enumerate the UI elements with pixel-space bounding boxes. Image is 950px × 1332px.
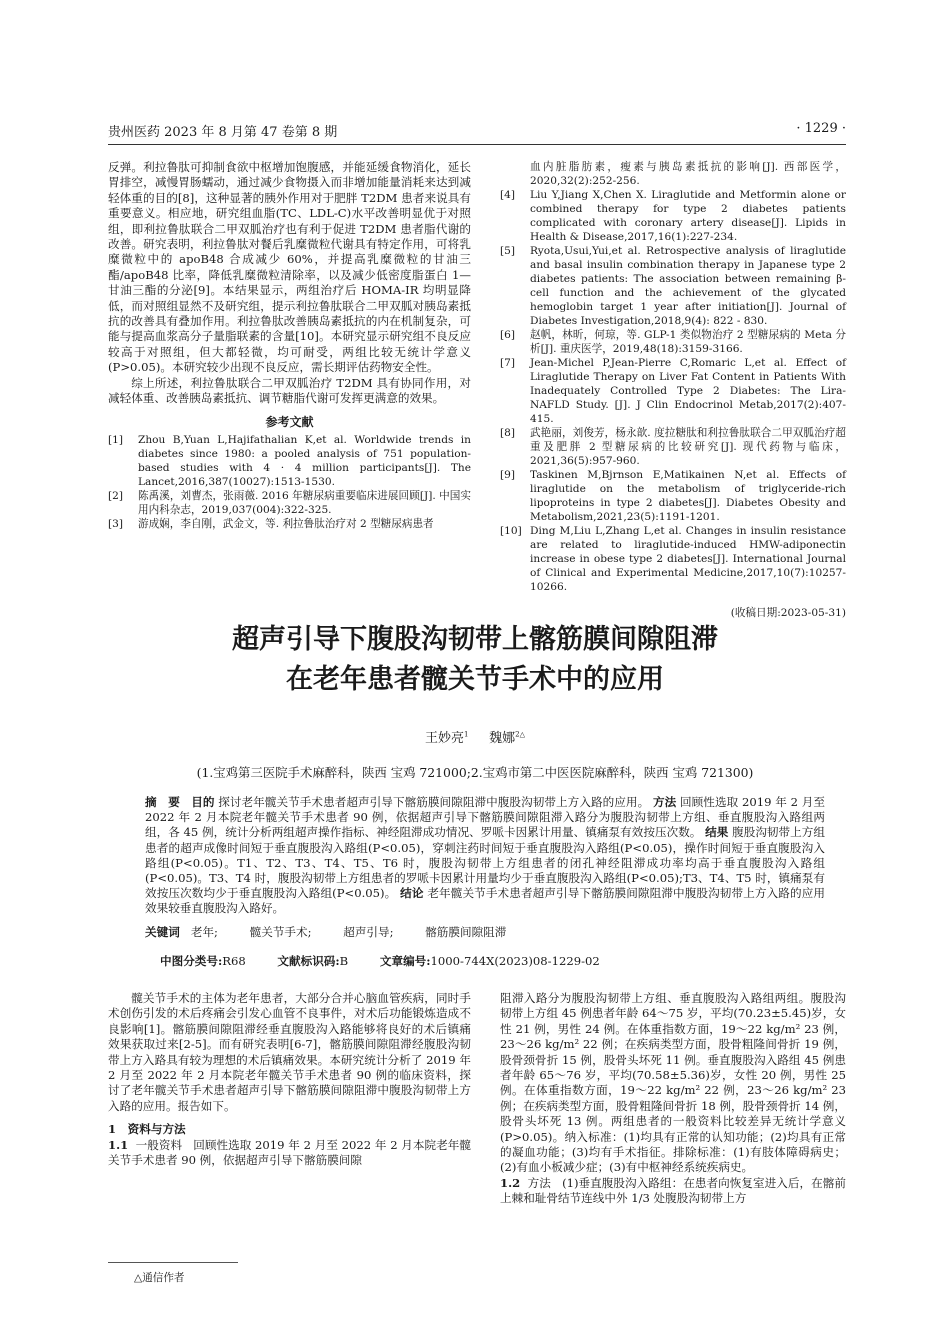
reference-number: [7] xyxy=(500,357,516,369)
subsection-number: 1.2 xyxy=(500,1175,521,1190)
reference-text: Ding M,Liu L,Zhang L,et al. Changes in insulin resistance are related to liraglutide-induced HMW-adiponectin increase in obese type 2 diabetes[J]. International Journal of Clinical and Experimental Medicine,2017,10(7):10257-10266. xyxy=(530,525,846,593)
reference-number: [1] xyxy=(108,433,124,446)
result-label: 结果 xyxy=(705,825,729,840)
reference-text: Jean-Michel P,Jean-Pierre C,Romaric L,et al. Effect of Liraglutide Therapy on Liver Fat Content in Patients With Inadequately Controlled Type 2 Diabetes: The Lira-NAFLD Study. [J]. J Clin Endocrinol Metab,2017(2):407-415. xyxy=(530,357,846,425)
keywords-line xyxy=(145,924,534,940)
reference-text: Liu Y,Jiang X,Chen X. Liraglutide and Metformin alone or combined therapy for type 2 diabetes patients complicated with coronary artery disease[J]. Lipids in Health & Disease,2017,16(1):227-234. xyxy=(530,189,846,243)
reference-text: Taskinen M,Bjrnson E,Matikainen N,et al. Effects of liraglutide on the metabolism of triglyceride-rich lipoproteins in type 2 diabetes[J]. Diabetes Obesity and Metabolism,2021,23(5):1191-1201. xyxy=(530,469,846,523)
author-affil-mark: 2△ xyxy=(515,730,525,739)
intro-paragraph: 髋关节手术的主体为老年患者，大部分合并心脑血管疾病，同时手术创伤引发的术后疼痛会引发心血管不良事件，对术后功能锻炼造成不良影响[1]。髂筋膜间隙阻滞经垂直腹股沟入路能够将良好的术后镇痛效果获取过来[2-5]。而有研究表明[6-7]，髂筋膜间隙阻滞经腹股沟韧带上方入路具有较为理想的术后镇痛效果。本研究统计分析了 2019 年 2 月至 2022 年 2 月本院老年髋关节手术患者 90 例的临床资料，探讨了老年髋关节手术患者超声引导下髂筋膜间隙阻滞中腹股沟韧带上方入路的应用。报告如下。 xyxy=(108,991,471,1113)
authors xyxy=(0,727,950,746)
keywords-label: 关键词 xyxy=(145,925,180,939)
doc-code-value: B xyxy=(339,954,349,968)
reference-number: [5] xyxy=(500,245,516,257)
footnote: △通信作者 xyxy=(134,1272,185,1284)
result-text: 腹股沟韧带上方组患者的超声成像时间短于垂直腹股沟入路组(P<0.05)，穿刺注药时间短于垂直腹股沟入路组(P<0.05)，操作时间短于垂直腹股沟入路组(P<0.05)。T1、T2、T3、T4、T5、T6 时，腹股沟韧带上方组患者的闭孔神经阻滞成功率均高于垂直腹股沟入路组(P<0.05)。T3、T4 时，腹股沟韧带上方组患者的罗哌卡因累计用量均少于垂直腹股沟入路组(P<0.05);T3、T4、T5 时，镇痛泵有效按压次数均少于垂直腹股沟入路组(P<0.05)。 xyxy=(145,825,825,901)
subsection-paragraph xyxy=(500,1176,846,1207)
keyword: 超声引导; xyxy=(343,925,394,939)
header-divider xyxy=(108,144,846,145)
subsection-text: (1)垂直腹股沟入路组：在患者向恢复室进入后，在髂前上棘和耻骨结节连线中外 1/3 处腹股沟韧带上方 xyxy=(500,1175,846,1206)
reference-text: 武艳丽，刘俊芳，杨永歆. 度拉糖肽和利拉鲁肽联合二甲双胍治疗超重及肥胖 2 型糖尿病的比较研究[J]. 现代药物与临床，2021,36(5):957-960. xyxy=(530,427,846,467)
abstract xyxy=(145,795,825,917)
keyword: 髋关节手术; xyxy=(249,925,312,939)
reference-item xyxy=(108,517,471,531)
reference-item xyxy=(108,489,471,517)
body-paragraph: 反弹。利拉鲁肽可抑制食欲中枢增加饱腹感，并能延缓食物消化，延长胃排空，减慢胃肠蠕动，通过减少食物摄入而非增加能量消耗来达到减轻体重的目的[8]，这种显著的胰外作用对于肥胖 T2DM 患者来说具有重要意义。相应地，研究组血脂(TC、LDL-C)水平改善明显优于对照组，即利拉鲁肽联合二甲双胍治疗也有利于促进 T2DM 患者脂代谢的改善。研究表明，利拉鲁肽对餐后乳糜微粒代谢具有特定作用，可将乳糜微粒中的 apoB48 合成减少 60%，并提高乳糜微粒的甘油三酯/apoB48 比率，降低乳糜微粒清除率，以及减少低密度脂蛋白 1—甘油三酯的分泌[9]。本结果显示，两组治疗后 HOMA-IR 均明显降低，而对照组显然不及研究组，提示利拉鲁肽联合二甲双胍对胰岛素抵抗的改善具有叠加作用。利拉鲁肽改善胰岛素抵抗的内在机制复杂，可能与提高血浆高分子量脂联素的含量[10]。本研究显示研究组不良反应较高于对照组，但大都轻微，均可耐受，两组比较无统计学意义(P>0.05)。本研究较少出现不良反应，需长期评估药物安全性。 xyxy=(108,160,471,375)
reference-item xyxy=(500,244,846,328)
objective-label: 目的 xyxy=(191,795,215,809)
reference-text: 血内脏脂肪素，瘦素与胰岛素抵抗的影响[J]. 西部医学，2020,32(2):252-256. xyxy=(530,161,846,187)
keyword: 老年; xyxy=(190,925,218,939)
footnote-divider xyxy=(108,1262,238,1263)
reference-number: [4] xyxy=(500,189,516,201)
reference-item xyxy=(500,328,846,356)
reference-text: 赵帆，林昕，何琼，等. GLP-1 类似物治疗 2 型糖尿病的 Meta 分析[J]. 重庆医学，2019,48(18):3159-3166. xyxy=(530,329,846,355)
classification-line xyxy=(160,953,628,969)
reference-item xyxy=(500,356,846,426)
body-paragraph: 综上所述，利拉鲁肽联合二甲双胍治疗 T2DM 具有协同作用，对减轻体重、改善胰岛素抵抗、调节糖脂代谢可发挥更满意的效果。 xyxy=(108,375,471,406)
reference-number: [9] xyxy=(500,469,516,481)
body-left-column xyxy=(108,991,471,1168)
keyword: 髂筋膜间隙阻滞 xyxy=(425,925,507,939)
article-number-label: 文章编号: xyxy=(379,954,431,968)
subsection-title: 方法 xyxy=(527,1175,551,1190)
class-value: R68 xyxy=(222,954,246,968)
author-name: 王妙亮 xyxy=(424,731,464,746)
reference-text: 陈禹溪，刘曹杰，张雨薇. 2016 年糖尿病重要临床进展回顾[J]. 中国实用内科杂志，2019,037(004):322-325. xyxy=(138,489,471,516)
reference-text: 游成娴，李自刚，武金文，等. 利拉鲁肽治疗对 2 型糖尿病患者 xyxy=(138,517,434,530)
affiliation: (1.宝鸡第三医院手术麻醉科，陕西 宝鸡 721000;2.宝鸡市第二中医医院麻醉科，陕西 宝鸡 721300) xyxy=(196,765,754,780)
section-heading: 1 资料与方法 xyxy=(108,1122,186,1137)
reference-continuation xyxy=(500,160,846,188)
article-number-value: 1000-744X(2023)08-1229-02 xyxy=(430,954,600,968)
body-right-column xyxy=(500,991,846,1207)
references-heading: 参考文献 xyxy=(265,414,314,429)
abstract-label: 摘 要 xyxy=(145,795,180,809)
body-paragraph: 阻滞入路分为腹股沟韧带上方组、垂直腹股沟入路组两组。腹股沟韧带上方组 45 例患者年龄 64～75 岁，平均(70.23±5.45)岁，女性 21 例，男性 24 例。在体重指数方面，19～22 kg/m² 23 例，23～26 kg/m² 22 例；在疾病类型方面，股骨粗隆间骨折 19 例，股骨颈骨折 15 例，股骨头坏死 11 例。垂直腹股沟入路组 45 例患者年龄 65～76 岁，平均(70.58±5.36)岁，女性 20 例，男性 25 例。在体重指数方面，19～22 kg/m² 22 例，23～26 kg/m² 23 例；在疾病类型方面，股骨粗隆间骨折 18 例，股骨颈骨折 14 例，股骨头坏死 13 例。两组患者的一般资料比较差异无统计学意义(P>0.05)。纳入标准：(1)均具有正常的认知功能；(2)均具有正常的凝血功能；(3)均有手术指征。排除标准：(1)有肢体障碍病史；(2)有血小板减少症；(3)有中枢神经系统疾病史。 xyxy=(500,991,846,1175)
reference-item xyxy=(500,188,846,244)
prev-article-left-column xyxy=(108,160,471,531)
reference-number: [6] xyxy=(500,329,516,341)
author-affil-mark: 1 xyxy=(464,730,469,739)
article-title-line1: 超声引导下腹股沟韧带上髂筋膜间隙阻滞 xyxy=(232,624,718,655)
author-name: 魏娜 xyxy=(489,731,516,746)
class-label: 中图分类号: xyxy=(160,954,223,968)
objective-text: 探讨老年髋关节手术患者超声引导下髂筋膜间隙阻滞中腹股沟韧带上方入路的应用。 xyxy=(218,795,650,809)
reference-item xyxy=(500,524,846,594)
article-title-line2: 在老年患者髋关节手术中的应用 xyxy=(286,664,664,695)
reference-number: [8] xyxy=(500,427,516,439)
reference-text: Zhou B,Yuan L,Hajifathalian K,et al. Worldwide trends in diabetes since 1980: a pooled analysis of 751 population-based studies with 4 · 4 million participants[J]. The Lancet,2016,387(10027):1513-1530. xyxy=(138,433,471,488)
conclusion-label: 结论 xyxy=(400,886,424,901)
reference-item xyxy=(500,468,846,524)
received-date: (收稿日期:2023-05-31) xyxy=(730,607,846,619)
subsection-text: 回顾性选取 2019 年 2 月至 2022 年 2 月本院老年髋关节手术患者 90 例，依据超声引导下髂筋膜间隙 xyxy=(108,1137,471,1168)
reference-text: Ryota,Usui,Yui,et al. Retrospective analysis of liraglutide and basal insulin combination therapy in Japanese type 2 diabetes patients: The association between remaining β-cell function and the achievement of the glycated hemoglobin target 1 year after initiation[J]. Journal of Diabetes Investigation,2018,9(4): 822 - 830. xyxy=(530,245,846,327)
page-number: · 1229 · xyxy=(796,121,846,136)
conclusion-text: 老年髋关节手术患者超声引导下髂筋膜间隙阻滞中腹股沟韧带上方入路的应用效果较垂直腹股沟入路好。 xyxy=(145,886,825,916)
doc-code-label: 文献标识码: xyxy=(277,954,340,968)
prev-article-right-column xyxy=(500,160,846,621)
subsection-paragraph xyxy=(108,1138,471,1169)
journal-header: 贵州医药 2023 年 8 月第 47 卷第 8 期 xyxy=(108,125,338,140)
reference-number: [2] xyxy=(108,489,124,502)
reference-number: [10] xyxy=(500,525,522,537)
subsection-title: 一般资料 xyxy=(135,1137,183,1152)
reference-item xyxy=(500,426,846,468)
method-text: 回顾性选取 2019 年 2 月至 2022 年 2 月本院老年髋关节手术患者 90 例，依据超声引导下髂筋膜间隙阻滞入路分为腹股沟韧带上方组、垂直腹股沟入路组两组，各 45 例，统计分析两组超声操作指标、神经阻滞成功情况、罗哌卡因累计用量、镇痛泵有效按压次数。 xyxy=(145,795,825,840)
reference-number: [3] xyxy=(108,517,124,530)
reference-item xyxy=(108,433,471,489)
method-label: 方法 xyxy=(652,795,677,809)
subsection-number: 1.1 xyxy=(108,1137,129,1152)
